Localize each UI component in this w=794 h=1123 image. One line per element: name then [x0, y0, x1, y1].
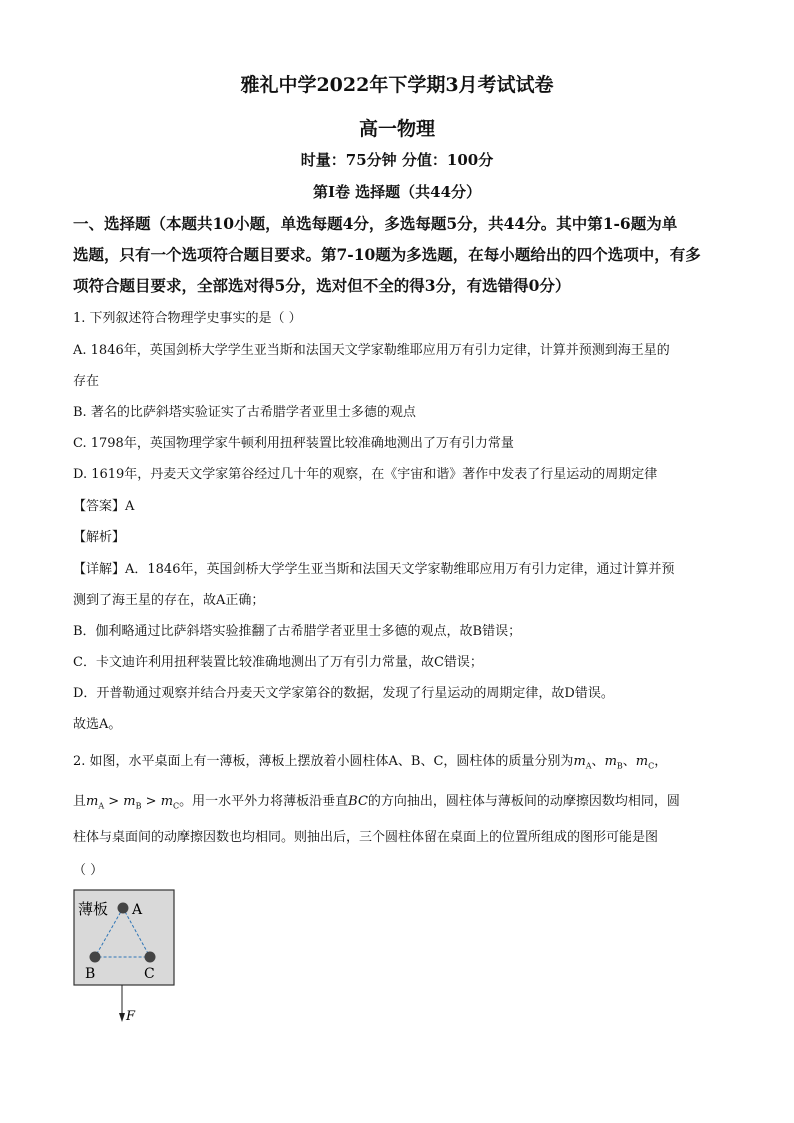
- subscript: C: [648, 761, 655, 771]
- detail-line: 【详解】A．1846年，英国剑桥大学学生亚当斯和法国天文学家勒维耶应用万有引力定律，通过计算并预: [73, 562, 675, 577]
- question-1-option-b: B. 著名的比萨斜塔实验证实了古希腊学者亚里士多德的观点: [73, 405, 416, 420]
- label-b: B: [85, 966, 96, 982]
- answer-label: 【答案】A: [73, 499, 135, 514]
- subscript: A: [585, 761, 592, 771]
- segment-bc: BC: [348, 794, 368, 809]
- label-c: C: [144, 966, 155, 982]
- subject-title: 高一物理: [358, 118, 435, 140]
- q2-text: 2. 如图，水平桌面上有一薄板，薄板上摆放着小圆柱体A、B、C，圆柱体的质量分别为: [73, 754, 574, 769]
- detail-line-c: C．卡文迪许利用扭秤装置比较准确地测出了万有引力常量，故C错误；: [73, 655, 483, 670]
- cylinder-a: [118, 903, 129, 914]
- mass-symbol: m: [604, 754, 617, 769]
- question-2-line-2: [73, 790, 680, 811]
- separator: 、: [622, 754, 636, 769]
- conclusion-line: 故选A。: [73, 717, 122, 732]
- exam-title: 雅礼中学2022年下学期3月考试试卷: [240, 74, 554, 96]
- section-intro-line: 项符合题目要求，全部选对得5分，选对但不全的得3分，有选错得0分）: [73, 276, 571, 295]
- force-label: F: [126, 1009, 136, 1024]
- mass-symbol: m: [573, 754, 586, 769]
- mass-symbol: m: [86, 794, 99, 809]
- question-2-line-3: 柱体与桌面间的动摩擦因数也均相同。则抽出后，三个圆柱体留在桌面上的位置所组成的图形可能是图: [73, 830, 659, 845]
- question-1-stem: 1. 下列叙述符合物理学史事实的是（ ）: [73, 311, 302, 326]
- label-a: A: [132, 902, 143, 918]
- subscript: B: [616, 761, 623, 771]
- detail-line-b: B．伽利略通过比萨斜塔实验推翻了古希腊学者亚里士多德的观点，故B错误；: [73, 624, 522, 639]
- q2-text: 且: [73, 794, 87, 809]
- detail-line: 测到了海王星的存在，故A正确；: [73, 593, 265, 608]
- separator: ，: [654, 754, 668, 769]
- subscript: A: [98, 801, 105, 811]
- detail-line-d: D．开普勒通过观察并结合丹麦天文学家第谷的数据，发现了行星运动的周期定律，故D错误。: [73, 686, 614, 701]
- question-2-line-4: （ ）: [73, 863, 104, 878]
- board-diagram: [73, 889, 183, 1029]
- question-1-option-a: A. 1846年，英国剑桥大学学生亚当斯和法国天文学家勒维耶应用万有引力定律，计算并预测到海王星的: [73, 343, 670, 358]
- separator: 、: [591, 754, 605, 769]
- mass-symbol: m: [635, 754, 649, 769]
- q2-text: 。用一水平外力将薄板沿垂直: [179, 794, 349, 809]
- cylinder-b: [90, 952, 101, 963]
- question-1-option-d: D. 1619年，丹麦天文学家第谷经过几十年的观察，在《宇宙和谐》著作中发表了行星运动的周期定律: [73, 467, 658, 482]
- section-intro-line: 选题，只有一个选项符合题目要求。第7-10题为多选题，在每小题给出的四个选项中，有多: [73, 245, 701, 264]
- subscript: B: [135, 801, 142, 811]
- mass-symbol: m: [123, 794, 136, 809]
- q2-text: 的方向抽出，圆柱体与薄板间的动摩擦因数均相同，圆: [367, 794, 680, 809]
- question-2-line-1: [73, 750, 667, 771]
- section-intro-line: 一、选择题（本题共10小题，单选每题4分，多选每题5分，共44分。其中第1-6题为单: [73, 214, 678, 233]
- gt-sign: >: [104, 794, 124, 809]
- time-score-line: 时量：75分钟 分值：100分: [300, 151, 494, 169]
- force-arrow-head: [119, 1013, 125, 1022]
- subscript: C: [173, 801, 180, 811]
- cylinder-c: [145, 952, 156, 963]
- question-1-option-c: C. 1798年，英国物理学家牛顿利用扭秤装置比较准确地测出了万有引力常量: [73, 436, 514, 451]
- mass-symbol: m: [160, 794, 174, 809]
- gt-sign: >: [141, 794, 161, 809]
- analysis-label: 【解析】: [73, 530, 126, 545]
- board-label: 薄板: [78, 900, 109, 918]
- volume-heading: 第Ⅰ卷 选择题（共44分）: [312, 183, 482, 201]
- question-1-option-a-cont: 存在: [73, 374, 100, 389]
